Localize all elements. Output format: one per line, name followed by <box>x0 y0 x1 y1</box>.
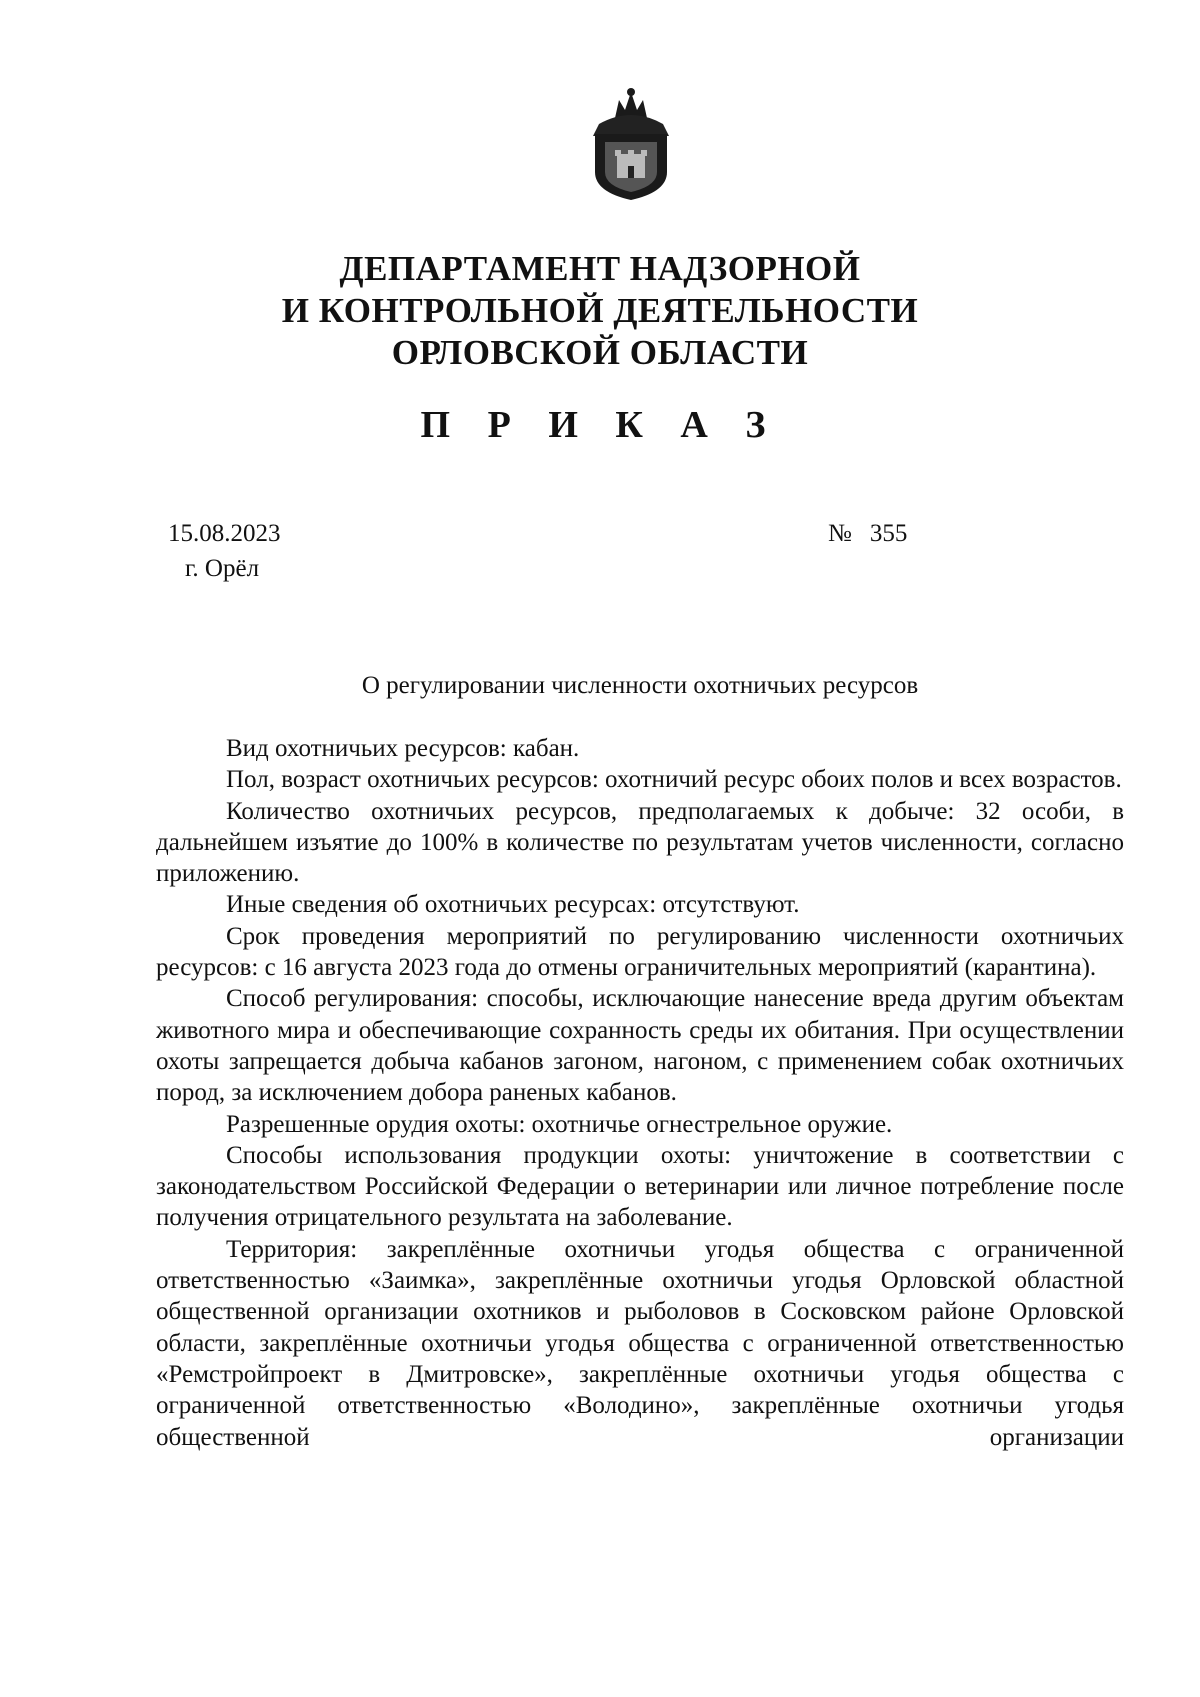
document-body <box>156 733 1124 1453</box>
paragraph: Территория: закреплённые охотничьи угодья общества с ограниченной ответственностью «Заимка», закреплённые охотничьи угодья Орловской областной общественной организации охотников и рыболовов в Сосковском районе Орловской области, закреплённые охотничьи угодья общества с ограниченной ответственностью «Ремстройпроект в Дмитровске», закреплённые охотничьи угодья общества с ограниченной ответственностью «Володино», закреплённые охотничьи угодья общественной организации <box>156 1235 1124 1451</box>
paragraph: Иные сведения об охотничьих ресурсах: отсутствуют. <box>226 891 800 919</box>
paragraph: Пол, возраст охотничьих ресурсов: охотничий ресурс обоих полов и всех возрастов. <box>226 766 1122 794</box>
document-type: П Р И К А З <box>420 404 780 446</box>
number-value: 355 <box>869 520 908 547</box>
document-number <box>828 520 907 548</box>
document-date: 15.08.2023 <box>168 520 281 547</box>
paragraph: Способы использования продукции охоты: уничтожение в соответствии с законодательством Российской Федерации о ветеринарии или личное потребление после получения отрицательного результата на заболевание. <box>156 1141 1124 1232</box>
header-line-3: ОРЛОВСКОЙ ОБЛАСТИ <box>391 333 809 372</box>
paragraph: Разрешенные орудия охоты: охотничье огнестрельное оружие. <box>226 1110 893 1138</box>
header-line-2: И КОНТРОЛЬНОЙ ДЕЯТЕЛЬНОСТИ <box>281 291 919 330</box>
paragraph: Количество охотничьих ресурсов, предполагаемых к добыче: 32 особи, в дальнейшем изъятие до 100% в количестве по результатам учетов численности, согласно приложению. <box>156 797 1124 888</box>
coat-of-arms-icon <box>585 84 677 202</box>
document-subject: О регулировании численности охотничьих ресурсов <box>361 672 919 699</box>
number-sign: № <box>828 520 852 547</box>
paragraph: Вид охотничьих ресурсов: кабан. <box>226 735 580 762</box>
department-header <box>0 248 1200 374</box>
document-city: г. Орёл <box>185 555 260 582</box>
header-line-1: ДЕПАРТАМЕНТ НАДЗОРНОЙ <box>339 249 861 288</box>
paragraph: Способ регулирования: способы, исключающие нанесение вреда другим объектам животного мира и обеспечивающие сохранность среды их обитания. При осуществлении охоты запрещается добыча кабанов загоном, нагоном, с применением собак охотничьих пород, за исключением добора раненых кабанов. <box>156 985 1124 1107</box>
paragraph: Срок проведения мероприятий по регулированию численности охотничьих ресурсов: с 16 августа 2023 года до отмены ограничительных мероприятий (карантина). <box>156 922 1124 982</box>
